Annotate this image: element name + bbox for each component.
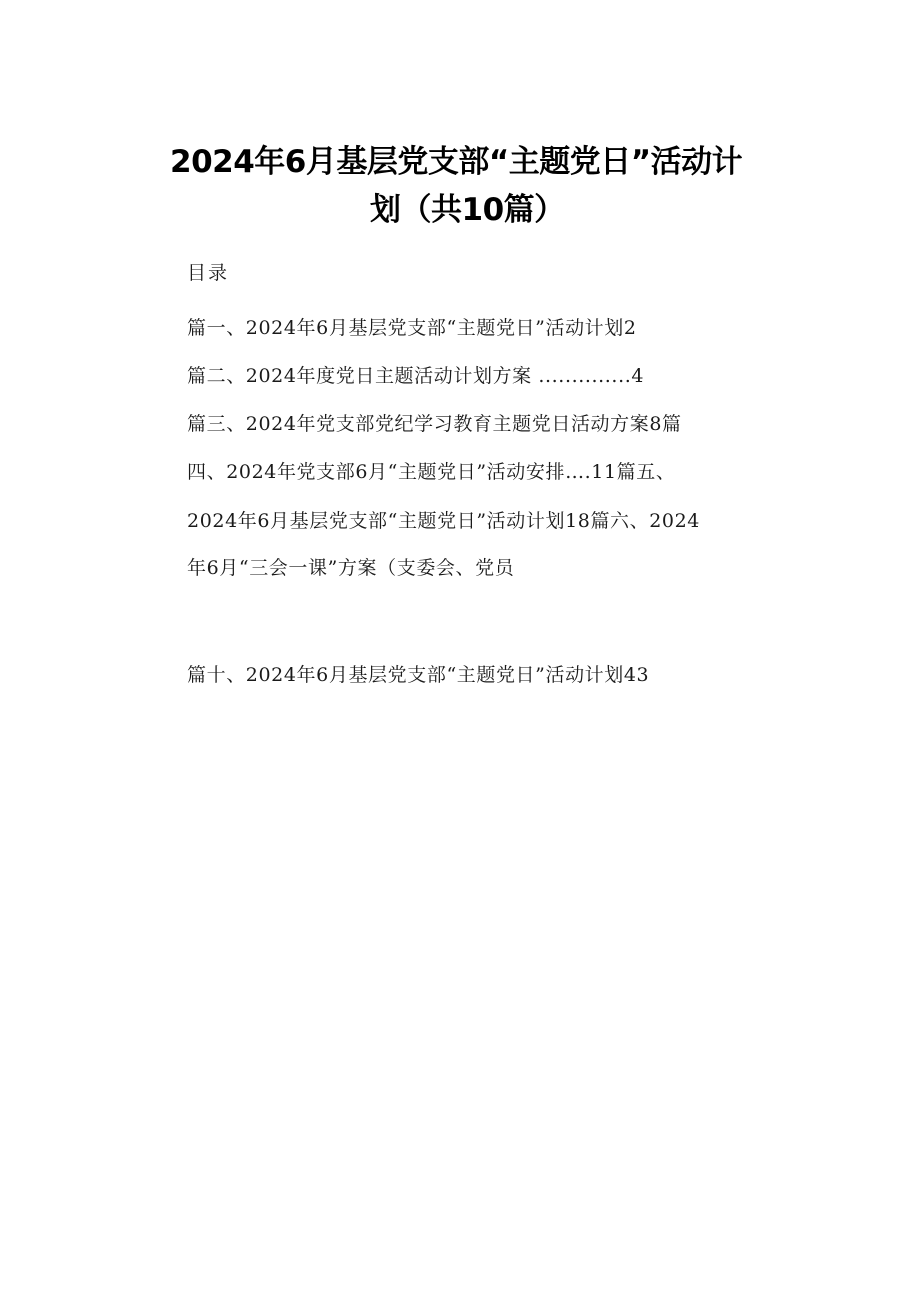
toc-line: 篇十、2024年6月基层党支部“主题党日”活动计划43 <box>187 664 650 686</box>
toc-line: 年6月“三会一课”方案（支委会、党员 <box>187 557 515 579</box>
title-line-1: 2024年6月基层党支部“主题党日”活动计 <box>170 144 743 180</box>
toc-line: 篇二、2024年度党日主题活动计划方案 ..............4 <box>187 365 645 387</box>
toc-line: 2024年6月基层党支部“主题党日”活动计划18篇六、2024 <box>187 510 700 532</box>
toc-line: 篇一、2024年6月基层党支部“主题党日”活动计划2 <box>187 317 637 339</box>
toc-line: 四、2024年党支部6月“主题党日”活动安排….11篇五、 <box>187 461 676 483</box>
toc-line: 篇三、2024年党支部党纪学习教育主题党日活动方案8篇 <box>187 413 682 435</box>
title-line-2: 划（共10篇） <box>370 192 565 228</box>
toc-heading: 目录 <box>187 262 230 284</box>
page-title <box>150 138 790 234</box>
